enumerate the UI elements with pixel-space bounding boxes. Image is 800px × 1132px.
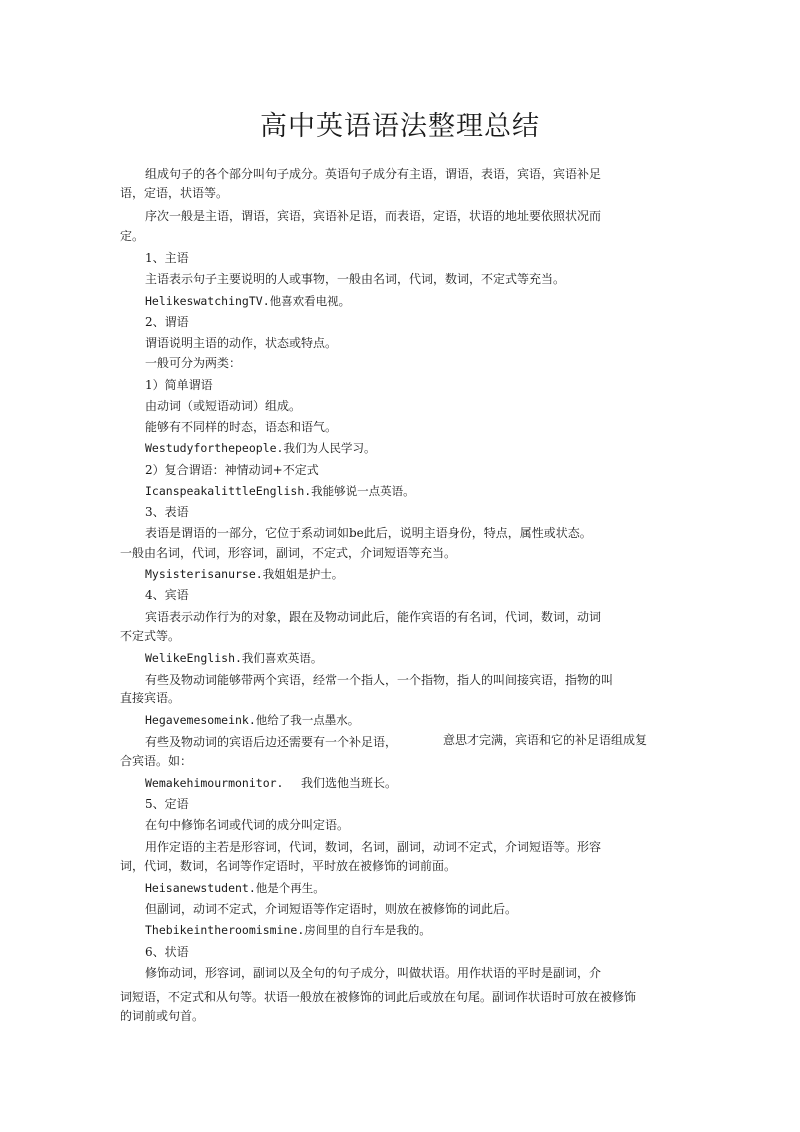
body-line: 修饰动词，形容词，副词以及全句的句子成分，叫做状语。用作状语的平时是副词，介 bbox=[145, 966, 602, 980]
body-line: 主语表示句子主要说明的人或事物，一般由名词，代词，数词，不定式等充当。 bbox=[145, 272, 566, 286]
body-line: 但副词，动词不定式，介词短语等作定语时，则放在被修饰的词此后。 bbox=[145, 902, 518, 916]
section-heading: 3、表语 bbox=[145, 505, 189, 519]
section-heading: 4、宾语 bbox=[145, 588, 189, 602]
body-line: 定。 bbox=[120, 229, 145, 243]
body-line: 有些及物动词能够带两个宾语，经常一个指人，一个指物，指人的叫间接宾语，指物的叫 bbox=[145, 673, 614, 687]
body-line: 谓语说明主语的动作，状态或特点。 bbox=[145, 336, 338, 350]
example-sentence: Westudyforthepeople.我们为人民学习。 bbox=[145, 441, 376, 455]
body-line: 词，代词，数词，名词等作定语时，平时放在被修饰的词前面。 bbox=[120, 859, 457, 873]
body-line: 有些及物动词的宾语后边还需要有一个补足语， bbox=[145, 735, 398, 749]
body-line: 不定式等。 bbox=[120, 629, 181, 643]
body-line: 序次一般是主语，谓语，宾语，宾语补足语，而表语，定语，状语的地址要依照状况而 bbox=[145, 209, 602, 223]
example-sentence: HelikeswatchingTV.他喜欢看电视。 bbox=[145, 294, 351, 308]
body-line: 组成句子的各个部分叫句子成分。英语句子成分有主语，谓语，表语，宾语，宾语补足 bbox=[145, 167, 602, 181]
page-title: 高中英语语法整理总结 bbox=[260, 111, 540, 142]
body-line: 一般由名词，代词，形容词，副词，不定式，介词短语等充当。 bbox=[120, 546, 457, 560]
sub-heading: 2）复合谓语：神情动词+不定式 bbox=[145, 463, 319, 477]
example-sentence: Heisanewstudent.他是个再生。 bbox=[145, 881, 325, 895]
section-heading: 5、定语 bbox=[145, 797, 189, 811]
section-heading: 6、状语 bbox=[145, 945, 189, 959]
body-line: 表语是谓语的一部分，它位于系动词如be此后，说明主语身份，特点，属性或状态。 bbox=[145, 526, 592, 540]
sub-heading: 1）简单谓语 bbox=[145, 378, 213, 392]
body-line: 直接宾语。 bbox=[120, 691, 181, 705]
body-line: 语，定语，状语等。 bbox=[120, 186, 229, 200]
example-sentence: Hegavemesomeink.他给了我一点墨水。 bbox=[145, 713, 360, 727]
example-sentence: WelikeEnglish.我们喜欢英语。 bbox=[145, 651, 323, 665]
body-line: 意思才完满，宾语和它的补足语组成复 bbox=[443, 733, 648, 747]
body-line: 能够有不同样的时态，语态和语气。 bbox=[145, 420, 338, 434]
body-line: 合宾语。如： bbox=[120, 754, 193, 768]
example-sentence: Wemakehimourmonitor. bbox=[145, 776, 284, 790]
example-translation: 我们选他当班长。 bbox=[301, 776, 398, 790]
body-line: 宾语表示动作行为的对象，跟在及物动词此后，能作宾语的有名词，代词，数词，动词 bbox=[145, 610, 602, 624]
body-line: 由动词（或短语动词）组成。 bbox=[145, 399, 302, 413]
body-line: 用作定语的主若是形容词，代词，数词，名词，副词，动词不定式，介词短语等。形容 bbox=[145, 840, 602, 854]
example-sentence: Mysisterisanurse.我姐姐是护士。 bbox=[145, 567, 344, 581]
body-line: 在句中修饰名词或代词的成分叫定语。 bbox=[145, 818, 350, 832]
body-line: 的词前或句首。 bbox=[120, 1009, 205, 1023]
section-heading: 2、谓语 bbox=[145, 315, 189, 329]
body-line: 词短语，不定式和从句等。状语一般放在被修饰的词此后或放在句尾。副词作状语时可放在被修饰 bbox=[120, 990, 637, 1004]
example-sentence: IcanspeakalittleEnglish.我能够说一点英语。 bbox=[145, 484, 415, 498]
example-sentence: Thebikeintheroomismine.房间里的自行车是我的。 bbox=[145, 923, 431, 937]
body-line: 一般可分为两类： bbox=[145, 356, 242, 370]
section-heading: 1、主语 bbox=[145, 251, 189, 265]
